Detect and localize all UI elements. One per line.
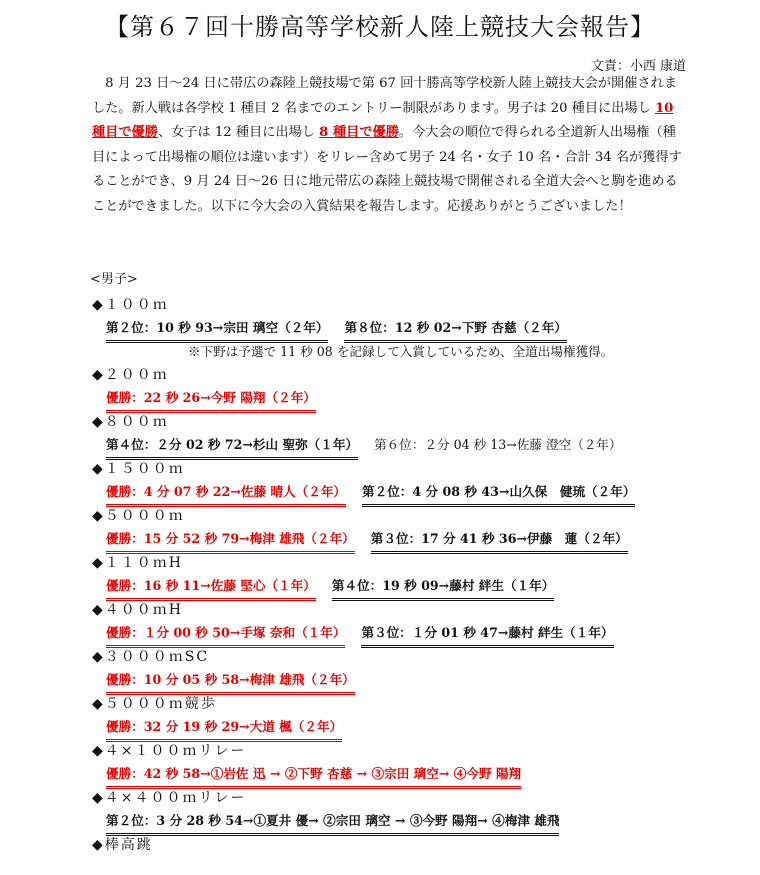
event-result-line xyxy=(92,810,692,834)
event-heading: ◆４×１００ｍリレー xyxy=(92,743,247,759)
event-heading: ◆１００ｍ xyxy=(92,297,169,313)
intro-paragraph xyxy=(92,72,684,219)
intro-highlight-boys: 10 種目で優勝 xyxy=(92,100,674,140)
event-heading: ◆２００ｍ xyxy=(92,367,169,383)
intro-text-1: 8 月 23 日～24 日に帯広の森陸上競技場で第 67 回十勝高等学校新人陸上競技大会が開催されました。新人戦は各学校 1 種目 2 名までのエントリー制限があります。男子は 20 種目に出場し xyxy=(92,76,678,116)
event-heading: ◆棒高跳 xyxy=(92,837,153,853)
result-placing: 第６位：２分 04 秒 13→佐藤 澄空（２年） xyxy=(374,437,622,452)
author-credit: 文責：小西 康道 xyxy=(590,59,686,74)
result-winner: 優勝：10 分 05 秒 58→梅津 雄飛（２年） xyxy=(106,669,355,695)
event-result-line xyxy=(92,387,692,411)
event-result-line xyxy=(92,622,692,646)
event-result-line xyxy=(92,763,692,787)
result-placing: 第８位：12 秒 02→下野 杏慈（２年） xyxy=(344,317,566,343)
result-placing: 第２位：3 分 28 秒 54→①夏井 優→ ②宗田 璃空 → ③今野 陽翔→ ④梅津 雄飛 xyxy=(106,810,559,836)
result-placing: 第３位：１分 01 秒 47→藤村 絆生（１年） xyxy=(361,622,613,648)
event-heading: ◆５０００ｍ xyxy=(92,508,185,524)
event-result-line xyxy=(92,716,692,740)
event-heading: ◆４００ｍH xyxy=(92,602,183,618)
event-result-line xyxy=(92,481,692,505)
result-winner: 優勝：32 分 19 秒 29→大道 楓（２年） xyxy=(106,716,342,742)
event-result-line xyxy=(92,434,692,458)
result-winner: 優勝：１分 00 秒 50→手塚 奈和（１年） xyxy=(106,622,345,648)
result-winner: 優勝：22 秒 26→今野 陽翔（２年） xyxy=(106,387,316,413)
event-result-line xyxy=(92,575,692,599)
intro-highlight-girls: 8 種目で優勝 xyxy=(319,125,399,140)
result-winner: 優勝：42 秒 58→①岩佐 迅 → ②下野 杏慈 → ③宗田 璃空→ ④今野 陽翔 xyxy=(106,763,521,789)
event-result-line xyxy=(92,317,692,341)
result-placing: 第４位：19 秒 09→藤村 絆生（１年） xyxy=(332,575,554,601)
event-heading: ◆４×４００ｍリレー xyxy=(92,790,247,806)
result-winner: 優勝：16 秒 11→佐藤 堅心（１年） xyxy=(106,575,316,601)
event-note: ※下野は予選で 11 秒 08 を記録して入賞しているため、全道出場権獲得。 xyxy=(188,344,614,359)
event-result-line xyxy=(92,669,692,693)
event-heading: ◆１１０ｍH xyxy=(92,555,183,571)
event-result-line xyxy=(92,528,692,552)
event-heading: ◆１５００ｍ xyxy=(92,461,185,477)
result-placing: 第４位：２分 02 秒 72→杉山 聖弥（１年） xyxy=(106,434,358,460)
section-label-boys: <男子> xyxy=(90,272,138,287)
result-placing: 第２位：10 秒 93→宗田 璃空（２年） xyxy=(106,317,328,343)
event-heading: ◆５０００ｍ競歩 xyxy=(92,696,217,712)
intro-text-2: 、女子は 12 種目に出場し xyxy=(157,125,320,140)
result-winner: 優勝：15 分 52 秒 79→梅津 雄飛（２年） xyxy=(106,528,355,554)
page-title: 【第６７回十勝高等学校新人陸上競技大会報告】 xyxy=(105,13,655,41)
intro-text-3: 。今大会の順位で得られる全道新人出場権（種目によって出場権の順位は違います）をリレー含めて男子 24 名・女子 10 名・合計 34 名が獲得することができ、9 月 24 日～26 日に地元帯広の森陸上競技場で開催される全道大会へと駒を進めることができました。以下に今大会の入賞結果を報告します。応援ありがとうございました！ xyxy=(92,125,682,214)
event-heading: ◆８００ｍ xyxy=(92,414,169,430)
result-winner: 優勝：4 分 07 秒 22→佐藤 晴人（２年） xyxy=(106,481,346,507)
result-placing: 第３位：17 分 41 秒 36→伊藤 蓮（２年） xyxy=(371,528,628,554)
event-heading: ◆３０００ｍSC xyxy=(92,649,210,665)
event-results-list xyxy=(92,294,692,857)
result-placing: 第２位：4 分 08 秒 43→山久保 健琉（２年） xyxy=(362,481,635,507)
